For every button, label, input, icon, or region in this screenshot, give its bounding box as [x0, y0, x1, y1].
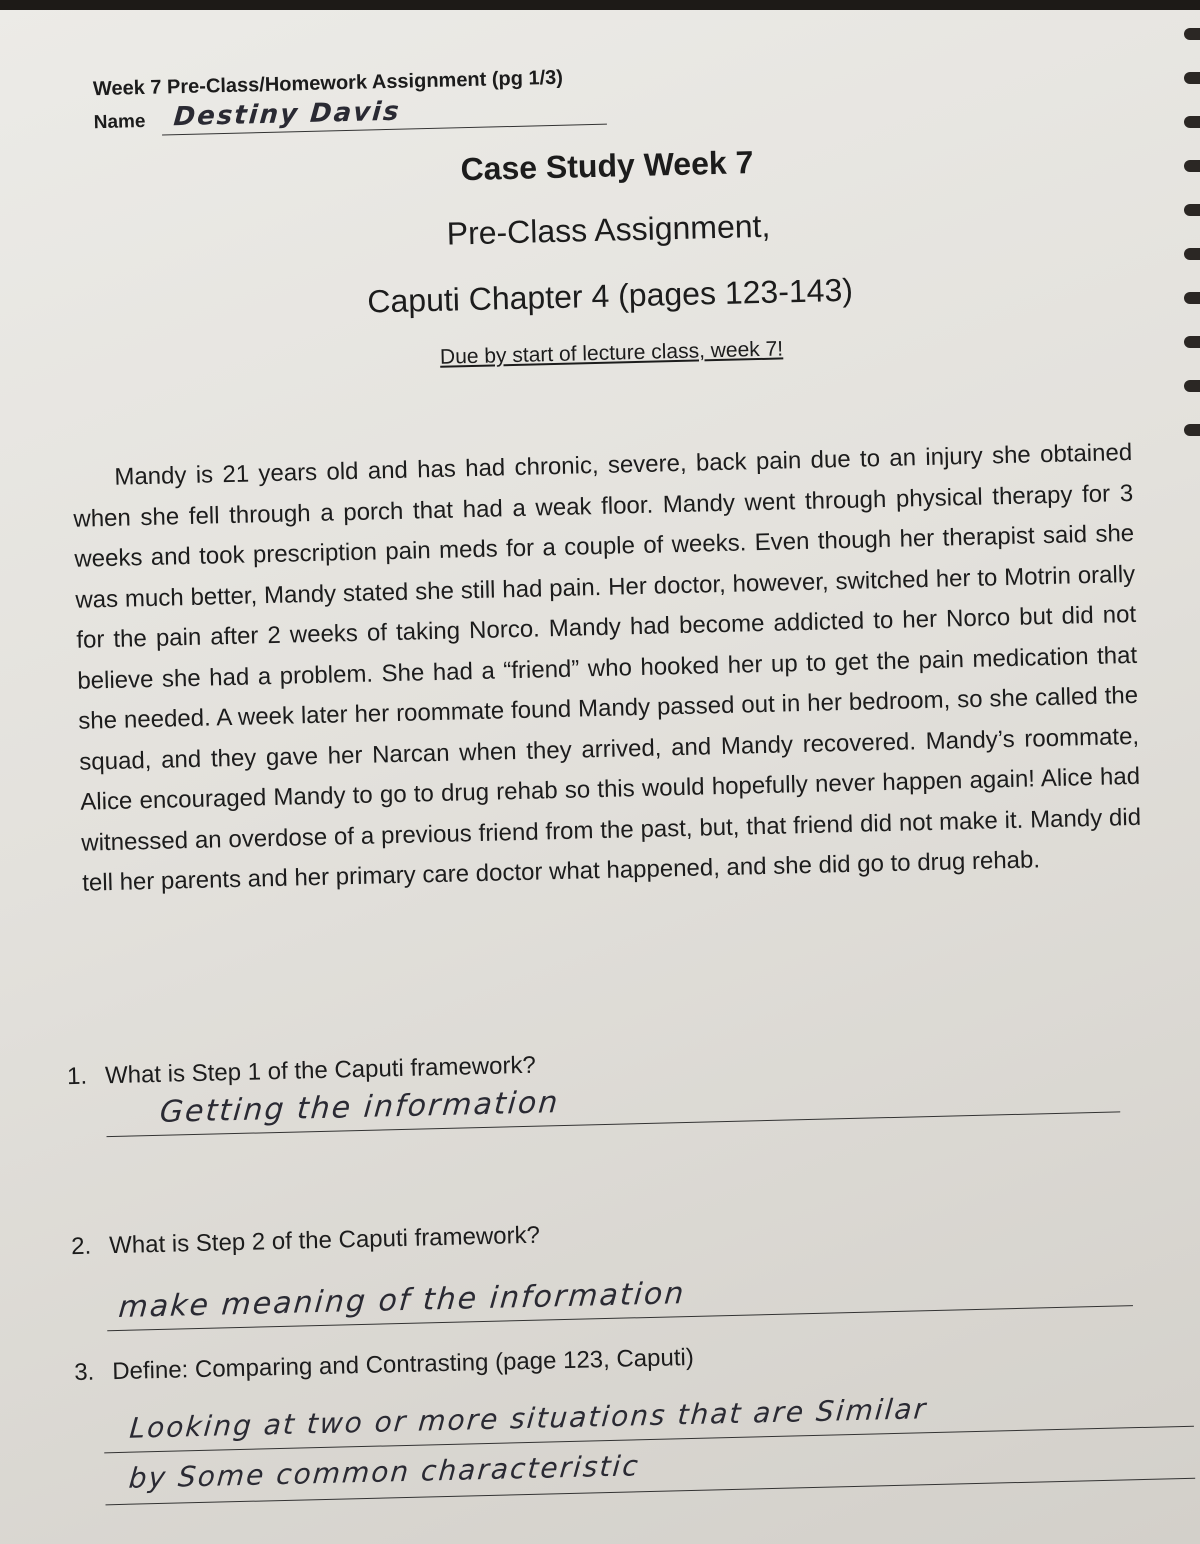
- due-notice: Due by start of lecture class, week 7!: [439, 337, 784, 369]
- name-label: Name: [93, 110, 146, 134]
- answer-1-handwritten: Getting the information: [158, 1085, 561, 1130]
- question-text: What is Step 1 of the Caputi framework?: [104, 1051, 537, 1090]
- subtitle-assignment: Pre-Class Assignment,: [446, 207, 771, 252]
- question-text: What is Step 2 of the Caputi framework?: [108, 1221, 541, 1260]
- assignment-header: Week 7 Pre-Class/Homework Assignment (pg 1/3): [92, 66, 564, 101]
- question-3: [74, 1344, 694, 1387]
- question-number: 3.: [73, 1358, 95, 1387]
- answer-2-handwritten: make meaning of the information: [117, 1276, 687, 1325]
- question-number: 2.: [70, 1232, 92, 1261]
- case-study-paragraph: Mandy is 21 years old and has had chronic, severe, back pain due to an injury she obtained when she fell through a porch that had a weak floor. Mandy went through physical therapy for 3 weeks and took prescription pain meds for a couple of weeks. Even though her therapist said she was much better, Mandy stated she still had pain. Her doctor, however, switched her to Motrin orally for the pain after 2 weeks of taking Norco. Mandy had become addicted to her Norco but did not believe she had a problem. She had a “friend” who hooked her up to get the pain medication that she needed. A week later her roommate found Mandy passed out in her bedroom, so she called the squad, and they gave her Narcan when they arrived, and Mandy recovered. Mandy’s roommate, Alice encouraged Mandy to go to drug rehab so this would hopefully never happen again! Alice had witnessed an overdose of a previous friend from the past, but, that friend did not make it. Mandy did tell her parents and her primary care doctor what happened, and she did go to drug rehab.: [73, 438, 1142, 897]
- question-text: Define: Comparing and Contrasting (page 123, Caputi): [111, 1343, 695, 1386]
- question-number: 1.: [66, 1062, 88, 1091]
- page-title: Case Study Week 7: [460, 144, 754, 188]
- answer-3-line-2-handwritten: by Some common characteristic: [127, 1449, 642, 1495]
- student-name-handwritten: Destiny Davis: [172, 96, 402, 133]
- question-2: [71, 1222, 540, 1261]
- answer-3-line-1-handwritten: Looking at two or more situations that are Similar: [128, 1392, 929, 1445]
- name-row: [93, 96, 613, 134]
- question-1: [67, 1052, 536, 1091]
- subtitle-chapter: Caputi Chapter 4 (pages 123-143): [366, 271, 854, 320]
